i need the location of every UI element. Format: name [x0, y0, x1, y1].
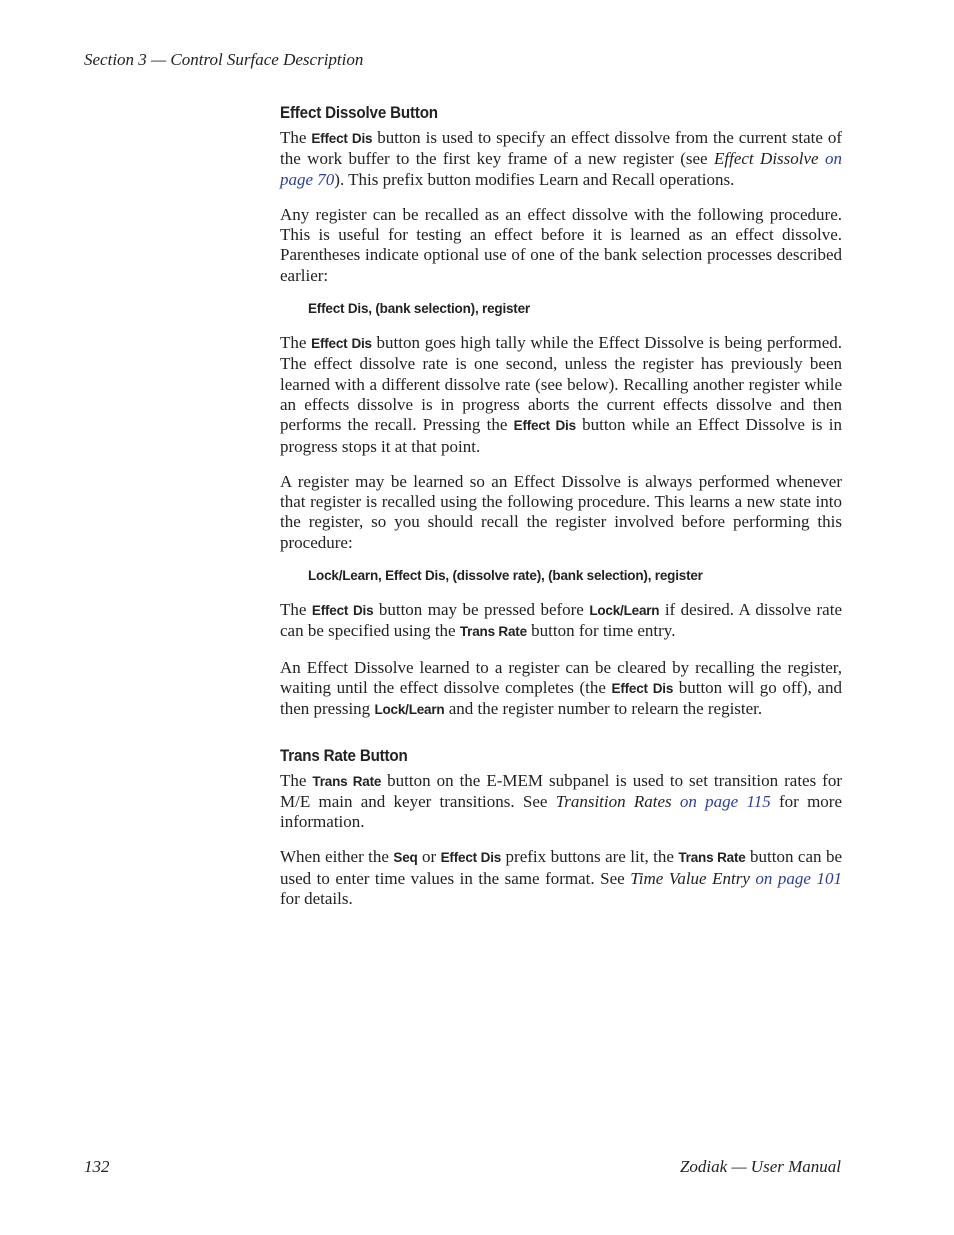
heading-trans-rate-button: Trans Rate Button [280, 746, 408, 765]
text: The [280, 128, 312, 147]
button-name: Seq [393, 850, 418, 866]
text: When either the [280, 847, 394, 867]
text: and the register number to relearn the register. [444, 699, 763, 719]
text: button on the E-MEM subpanel is used to set transition rates for M/E main and keyer transitions. See [280, 770, 843, 811]
paragraph-effect-dis-intro [280, 128, 842, 190]
page-link-70[interactable]: on page 70 [280, 149, 843, 189]
text: for details. [280, 889, 353, 909]
button-name: Effect Dis [611, 680, 674, 696]
page-number: 132 [84, 1157, 110, 1176]
button-name: Effect Dis [513, 418, 576, 434]
paragraph-trans-rate-intro [280, 771, 842, 833]
running-header: Section 3 — Control Surface Description [84, 50, 364, 69]
button-name: Lock/Learn [374, 702, 445, 718]
paragraph-high-tally [280, 333, 842, 457]
paragraph-clear-effect-dissolve [280, 658, 842, 721]
paragraph-recall-procedure: Any register can be recalled as an effect dissolve with the following procedure. This is useful for testing an effect before it is learned as an effect dissolve. Parentheses indicate optional use of one of the bank selection processes described earlier: [280, 204, 842, 285]
button-name: Trans Rate [459, 624, 527, 640]
button-name: Trans Rate [312, 773, 382, 789]
button-name: Effect Dis [311, 131, 373, 146]
main-content [280, 104, 842, 924]
text: if desired. A dissolve rate can be specified using the [280, 600, 842, 641]
text: The [280, 770, 313, 790]
text: ). This prefix button modifies Learn and Recall operations. [334, 169, 735, 189]
page-link-115[interactable]: on page 115 [679, 791, 771, 811]
text: The [280, 333, 312, 353]
xref-title: Time Value Entry [630, 868, 750, 888]
button-name: Effect Dis [311, 603, 374, 619]
text: button is used to specify an effect dissolve from the current state of the work buffer to the first key frame of a new register (see [280, 128, 842, 169]
text: or [417, 847, 441, 867]
text: button while an Effect Dissolve is in progress stops it at that point. [280, 415, 842, 456]
paragraph-dissolve-rate [280, 600, 842, 643]
text: An Effect Dissolve learned to a register can be cleared by recalling the register, waiting until the effect dissolve completes (the [280, 657, 842, 697]
text: button may be pressed before [373, 600, 590, 620]
paragraph-learn-procedure: A register may be learned so an Effect Dissolve is always performed whenever that register is recalled using the following procedure. This learns a new state into the register, so you should recall the register involved before performing this procedure: [280, 471, 842, 552]
paragraph-time-value-entry [280, 847, 842, 909]
xref-title: Transition Rates [555, 791, 672, 811]
text [672, 792, 680, 811]
procedure-recall-effect-dis: Effect Dis, (bank selection), register [308, 301, 530, 317]
text: button will go off), and then pressing [280, 677, 842, 719]
xref-title: Effect Dissolve [714, 149, 819, 169]
procedure-learn-effect-dis: Lock/Learn, Effect Dis, (dissolve rate), (bank selection), register [308, 568, 703, 584]
footer-manual-title: Zodiak — User Manual [679, 1157, 841, 1176]
text: button for time entry. [526, 621, 676, 641]
button-name: Effect Dis [440, 850, 502, 866]
text: prefix buttons are lit, the [501, 847, 679, 867]
button-name: Effect Dis [311, 336, 372, 352]
text: The [280, 600, 312, 620]
button-name: Lock/Learn [589, 603, 660, 619]
button-name: Trans Rate [678, 850, 746, 866]
text: button can be used to enter time values in the same format. See [280, 847, 843, 888]
text: for more information. [280, 791, 843, 832]
heading-effect-dissolve-button: Effect Dissolve Button [280, 104, 438, 122]
page-link-101[interactable]: on page 101 [755, 868, 842, 888]
text: button goes high tally while the Effect Dissolve is being performed. The effect dissolve rate is one second, unless the register has previously been learned with a different dissolve rate (see below). Recalling another register while an effects dissolve is in progress aborts the current effects dissolve and then performs the recall. Pressing the [280, 333, 842, 435]
